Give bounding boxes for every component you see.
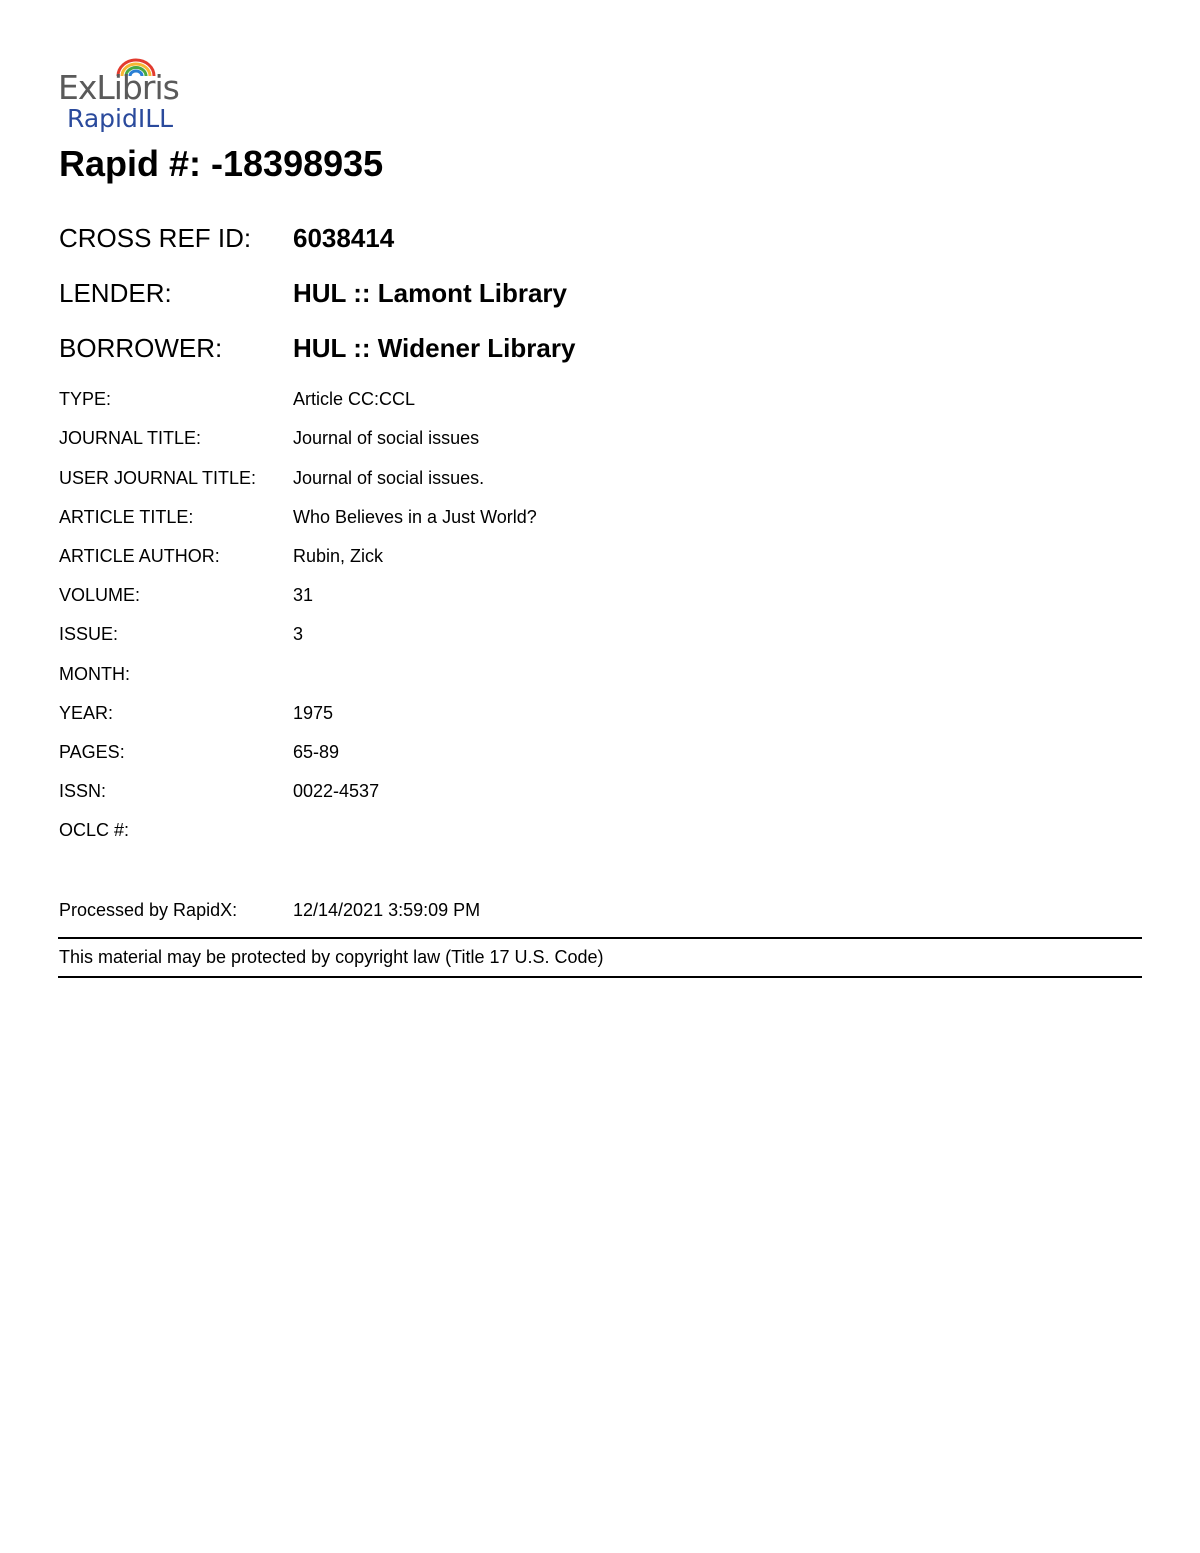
field-label: OCLC #:: [59, 820, 130, 840]
field-value: 31: [293, 585, 314, 605]
field-label: MONTH:: [59, 664, 130, 684]
field-label: USER JOURNAL TITLE:: [59, 468, 257, 488]
field-value: Who Believes in a Just World?: [293, 507, 537, 527]
bottom-divider: [58, 976, 1142, 978]
field-value: 1975: [293, 703, 334, 723]
field-label: TYPE:: [59, 389, 112, 409]
cross-ref-label: CROSS REF ID:: [59, 223, 252, 253]
top-divider: [58, 937, 1142, 939]
exlibris-rapidill-logo: [58, 56, 198, 136]
field-value: Journal of social issues: [293, 428, 480, 448]
field-label: ARTICLE TITLE:: [59, 507, 194, 527]
processed-value: 12/14/2021 3:59:09 PM: [293, 900, 481, 920]
field-label: ISSN:: [59, 781, 107, 801]
field-label: ISSUE:: [59, 624, 119, 644]
field-value: 0022-4537: [293, 781, 380, 801]
field-value: 3: [293, 624, 304, 644]
cross-ref-value: 6038414: [293, 223, 395, 253]
rapid-number: Rapid #: -18398935: [59, 143, 384, 184]
logo-brand-text: ExLibris: [58, 68, 179, 107]
lender-label: LENDER:: [59, 278, 172, 308]
copyright-notice: This material may be protected by copyright law (Title 17 U.S. Code): [59, 947, 604, 967]
borrower-label: BORROWER:: [59, 333, 223, 363]
borrower-value: HUL :: Widener Library: [293, 333, 576, 363]
field-label: PAGES:: [59, 742, 125, 762]
field-value: Journal of social issues.: [293, 468, 485, 488]
processed-label: Processed by RapidX:: [59, 900, 238, 920]
logo-product-text: RapidILL: [67, 104, 174, 133]
field-label: VOLUME:: [59, 585, 141, 605]
field-label: YEAR:: [59, 703, 114, 723]
lender-value: HUL :: Lamont Library: [293, 278, 567, 308]
field-label: ARTICLE AUTHOR:: [59, 546, 220, 566]
field-label: JOURNAL TITLE:: [59, 428, 202, 448]
field-value: Rubin, Zick: [293, 546, 384, 566]
field-value: 65-89: [293, 742, 340, 762]
field-value: Article CC:CCL: [293, 389, 416, 409]
